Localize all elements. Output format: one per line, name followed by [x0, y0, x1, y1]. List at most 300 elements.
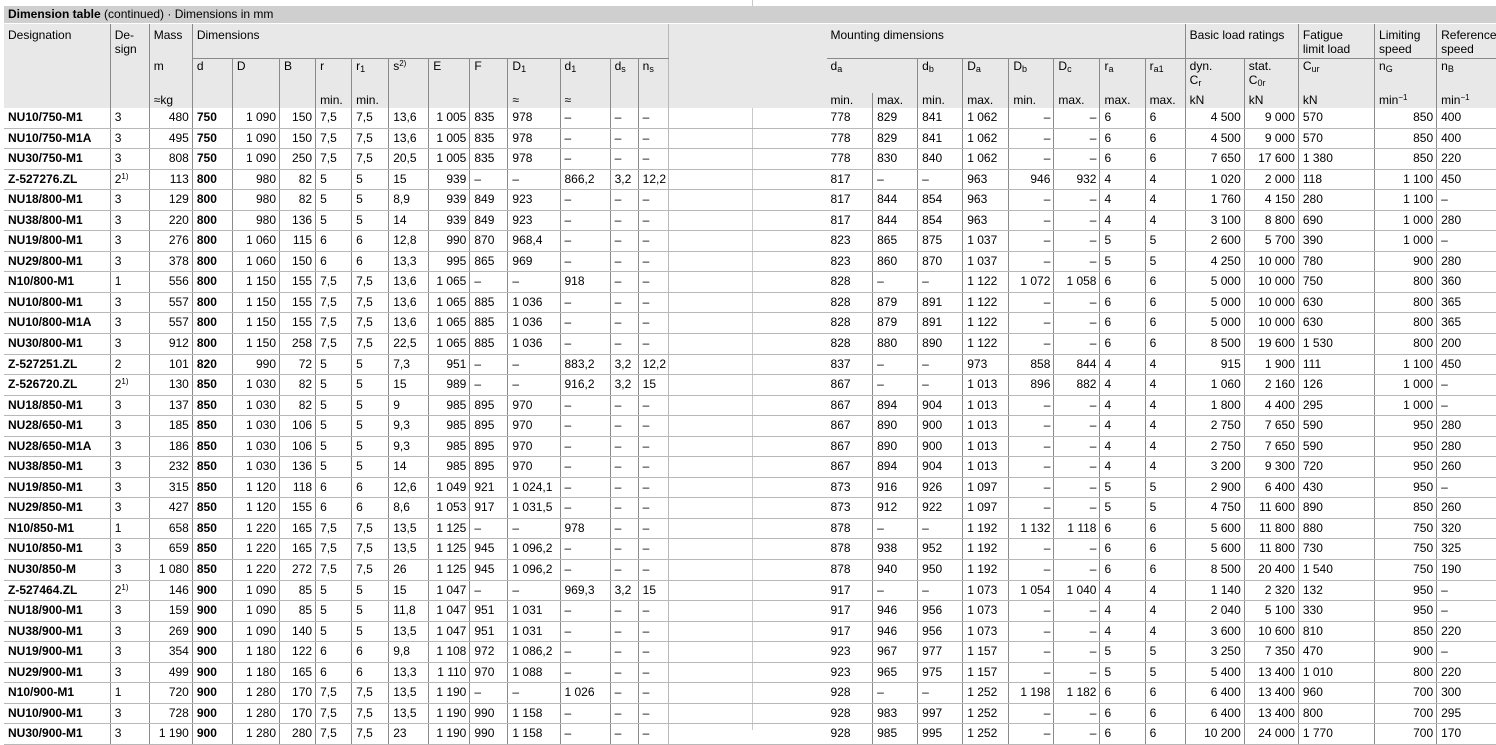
value-cell: 6	[352, 662, 389, 683]
designation-cell: NU28/650-M1	[4, 416, 110, 437]
spacer-cell	[668, 169, 826, 190]
value-cell: 720	[1298, 457, 1374, 478]
design-cell: 1	[110, 272, 149, 293]
value-cell: –	[918, 580, 963, 601]
spacer-cell	[668, 683, 826, 704]
table-row	[4, 724, 1496, 745]
value-cell: 800	[192, 313, 232, 334]
value-cell: 970	[508, 395, 560, 416]
value-cell: 7,5	[352, 334, 389, 355]
value-cell: –	[1009, 149, 1054, 170]
value-cell: 946	[873, 621, 918, 642]
value-cell: 1 120	[232, 498, 279, 519]
value-cell: 6	[352, 642, 389, 663]
value-cell: 956	[918, 621, 963, 642]
value-cell: –	[470, 518, 508, 539]
value-cell: 155	[280, 498, 316, 519]
dimension-table-document	[4, 6, 1496, 745]
value-cell: –	[610, 498, 638, 519]
value-cell: –	[1054, 477, 1100, 498]
value-cell: –	[1054, 231, 1100, 252]
value-cell: 659	[149, 539, 192, 560]
value-cell: 1 030	[232, 436, 279, 457]
spacer-cell	[668, 580, 826, 601]
value-cell: 850	[192, 416, 232, 437]
value-cell: 900	[1375, 251, 1437, 272]
value-cell: 728	[149, 703, 192, 724]
value-cell: 5 400	[1185, 662, 1244, 683]
value-cell: 867	[827, 395, 873, 416]
spacer-cell	[668, 724, 826, 745]
value-cell: 867	[827, 436, 873, 457]
value-cell: 890	[873, 416, 918, 437]
value-cell: –	[638, 601, 668, 622]
value-cell: 300	[1437, 683, 1496, 704]
value-cell: 829	[873, 128, 918, 149]
value-cell: 895	[470, 395, 508, 416]
value-cell: 499	[149, 662, 192, 683]
value-cell: 1 062	[963, 128, 1009, 149]
value-cell: –	[638, 292, 668, 313]
value-cell: –	[1009, 231, 1054, 252]
table-row	[4, 231, 1496, 252]
designation-cell: NU30/900-M1	[4, 724, 110, 745]
value-cell: –	[610, 436, 638, 457]
value-cell: 126	[1298, 375, 1374, 396]
value-cell: 85	[280, 601, 316, 622]
value-cell: –	[873, 354, 918, 375]
value-cell: 900	[192, 662, 232, 683]
value-cell: 150	[280, 128, 316, 149]
table-row	[4, 190, 1496, 211]
value-cell: –	[1437, 477, 1496, 498]
value-cell: 1 090	[232, 621, 279, 642]
spacer-cell	[668, 292, 826, 313]
value-cell: 900	[918, 416, 963, 437]
value-cell: 5	[316, 375, 352, 396]
header-d: d	[192, 59, 232, 94]
value-cell: 828	[827, 313, 873, 334]
value-cell: –	[560, 498, 610, 519]
value-cell: –	[610, 683, 638, 704]
value-cell: 1 013	[963, 375, 1009, 396]
value-cell: 1 252	[963, 683, 1009, 704]
design-cell: 1	[110, 683, 149, 704]
value-cell: 6	[1145, 683, 1185, 704]
value-cell: 980	[232, 210, 279, 231]
value-cell: 132	[1298, 580, 1374, 601]
value-cell: –	[560, 642, 610, 663]
value-cell: 800	[192, 210, 232, 231]
value-cell: 990	[470, 703, 508, 724]
value-cell: –	[610, 621, 638, 642]
unit-rpm: $\min^{-1}$	[1375, 93, 1437, 108]
value-cell: 250	[280, 149, 316, 170]
value-cell: 951	[470, 601, 508, 622]
value-cell: 6	[1100, 724, 1145, 745]
value-cell: 1 190	[429, 724, 470, 745]
value-cell: –	[638, 108, 668, 128]
value-cell: 690	[1298, 210, 1374, 231]
value-cell: 1 060	[1185, 375, 1244, 396]
value-cell: 1 086,2	[508, 642, 560, 663]
value-cell: –	[1054, 210, 1100, 231]
value-cell: –	[508, 683, 560, 704]
value-cell: 1 060	[232, 251, 279, 272]
value-cell: 1 000	[1375, 375, 1437, 396]
value-cell: 1 540	[1298, 560, 1374, 581]
value-cell: 557	[149, 292, 192, 313]
value-cell: –	[1437, 601, 1496, 622]
value-cell: 7,5	[316, 313, 352, 334]
value-cell: 970	[470, 662, 508, 683]
table-row	[4, 436, 1496, 457]
value-cell: –	[1437, 642, 1496, 663]
value-cell: 5 000	[1185, 313, 1244, 334]
value-cell: –	[560, 539, 610, 560]
value-cell: 858	[1009, 354, 1054, 375]
value-cell: 7 650	[1185, 149, 1244, 170]
table-row	[4, 683, 1496, 704]
value-cell: –	[1054, 128, 1100, 149]
value-cell: 10 000	[1244, 313, 1298, 334]
value-cell: 1 100	[1375, 190, 1437, 211]
value-cell: –	[1009, 560, 1054, 581]
value-cell: 1 125	[429, 560, 470, 581]
value-cell: –	[638, 231, 668, 252]
value-cell: 1 010	[1298, 662, 1374, 683]
value-cell: 1 157	[963, 662, 1009, 683]
value-cell: –	[610, 231, 638, 252]
value-cell: 1 058	[1054, 272, 1100, 293]
value-cell: 1 150	[232, 334, 279, 355]
value-cell: 830	[873, 149, 918, 170]
value-cell: –	[638, 334, 668, 355]
value-cell: –	[1054, 416, 1100, 437]
value-cell: 7,5	[316, 560, 352, 581]
value-cell: 945	[470, 560, 508, 581]
value-cell: 4	[1100, 190, 1145, 211]
value-cell: 850	[192, 395, 232, 416]
value-cell: 978	[508, 128, 560, 149]
table-row	[4, 662, 1496, 683]
value-cell: 928	[827, 703, 873, 724]
value-cell: 900	[918, 436, 963, 457]
value-cell: 220	[1437, 621, 1496, 642]
value-cell: 3 100	[1185, 210, 1244, 231]
value-cell: 4	[1145, 621, 1185, 642]
value-cell: 945	[470, 539, 508, 560]
value-cell: 837	[827, 354, 873, 375]
value-cell: –	[638, 251, 668, 272]
table-row	[4, 560, 1496, 581]
value-cell: 470	[1298, 642, 1374, 663]
spacer-cell	[668, 498, 826, 519]
value-cell: –	[1009, 395, 1054, 416]
value-cell: 72	[280, 354, 316, 375]
value-cell: 5	[1100, 231, 1145, 252]
value-cell: 867	[827, 416, 873, 437]
value-cell: 6	[1100, 128, 1145, 149]
value-cell: 6	[352, 231, 389, 252]
value-cell: 2 320	[1244, 580, 1298, 601]
value-cell: 7,5	[352, 518, 389, 539]
value-cell: –	[610, 560, 638, 581]
value-cell: 315	[149, 477, 192, 498]
value-cell: 900	[192, 683, 232, 704]
value-cell: 850	[1375, 149, 1437, 170]
value-cell: 928	[827, 683, 873, 704]
value-cell: 1 047	[429, 601, 470, 622]
value-cell: 917	[827, 601, 873, 622]
value-cell: 4	[1145, 436, 1185, 457]
value-cell: 7,5	[316, 703, 352, 724]
value-cell: 885	[470, 313, 508, 334]
table-row	[4, 210, 1496, 231]
value-cell: 895	[470, 416, 508, 437]
value-cell: –	[1009, 539, 1054, 560]
value-cell: 1 005	[429, 108, 470, 128]
value-cell: 950	[1375, 457, 1437, 478]
value-cell: 8,9	[389, 190, 429, 211]
value-cell: 480	[149, 108, 192, 128]
value-cell: 850	[192, 498, 232, 519]
value-cell: 1 158	[508, 724, 560, 745]
design-cell: 3	[110, 292, 149, 313]
value-cell: –	[1054, 190, 1100, 211]
value-cell: 1 031	[508, 601, 560, 622]
value-cell: –	[1009, 436, 1054, 457]
value-cell: 427	[149, 498, 192, 519]
value-cell: 4 400	[1244, 395, 1298, 416]
value-cell: –	[560, 601, 610, 622]
value-cell: 828	[827, 334, 873, 355]
value-cell: 4	[1100, 601, 1145, 622]
table-title: Dimension table (continued) · Dimensions in mm	[4, 6, 1496, 24]
value-cell: 5	[316, 601, 352, 622]
value-cell: 840	[918, 149, 963, 170]
value-cell: 5 000	[1185, 292, 1244, 313]
value-cell: 7,5	[352, 724, 389, 745]
value-cell: 894	[873, 457, 918, 478]
value-cell: 1 000	[1375, 395, 1437, 416]
value-cell: 9 000	[1244, 128, 1298, 149]
value-cell: 817	[827, 210, 873, 231]
value-cell: 7,5	[352, 560, 389, 581]
value-cell: 170	[280, 683, 316, 704]
value-cell: 730	[1298, 539, 1374, 560]
value-cell: 1 036	[508, 334, 560, 355]
value-cell: 894	[873, 395, 918, 416]
header-d1: $d_1$	[560, 59, 610, 94]
value-cell: 12,2	[638, 354, 668, 375]
value-cell: –	[1009, 334, 1054, 355]
value-cell: 4	[1145, 375, 1185, 396]
value-cell: 5 700	[1244, 231, 1298, 252]
value-cell: 1 097	[963, 477, 1009, 498]
value-cell: 5 600	[1185, 539, 1244, 560]
value-cell: 82	[280, 190, 316, 211]
value-cell: 170	[1437, 724, 1496, 745]
value-cell: 5	[352, 190, 389, 211]
value-cell: 917	[470, 498, 508, 519]
value-cell: 985	[429, 436, 470, 457]
unit-max: max.	[873, 93, 918, 108]
value-cell: 700	[1375, 683, 1437, 704]
value-cell: 8 500	[1185, 334, 1244, 355]
value-cell: 841	[918, 108, 963, 128]
spacer-cell	[668, 621, 826, 642]
spacer-cell	[668, 539, 826, 560]
value-cell: –	[638, 190, 668, 211]
value-cell: 900	[192, 601, 232, 622]
value-cell: 1 192	[963, 518, 1009, 539]
value-cell: 823	[827, 231, 873, 252]
design-cell: 3	[110, 477, 149, 498]
value-cell: 9,8	[389, 642, 429, 663]
value-cell: 890	[918, 334, 963, 355]
design-cell: 2$^{1)}$	[110, 169, 149, 190]
value-cell: –	[1009, 457, 1054, 478]
value-cell: 854	[918, 210, 963, 231]
value-cell: 11 800	[1244, 539, 1298, 560]
value-cell: –	[1009, 477, 1054, 498]
value-cell: 1 192	[963, 560, 1009, 581]
value-cell: –	[1009, 498, 1054, 519]
table-row	[4, 621, 1496, 642]
value-cell: –	[1009, 662, 1054, 683]
value-cell: 828	[827, 272, 873, 293]
value-cell: –	[610, 149, 638, 170]
value-cell: 118	[1298, 169, 1374, 190]
value-cell: 965	[873, 662, 918, 683]
value-cell: 22,5	[389, 334, 429, 355]
value-cell: 896	[1009, 375, 1054, 396]
value-cell: –	[873, 272, 918, 293]
value-cell: 817	[827, 190, 873, 211]
value-cell: 880	[873, 334, 918, 355]
value-cell: –	[1437, 375, 1496, 396]
value-cell: –	[638, 313, 668, 334]
value-cell: 7,5	[352, 272, 389, 293]
value-cell: 1 031	[508, 621, 560, 642]
value-cell: 2 160	[1244, 375, 1298, 396]
value-cell: 985	[429, 416, 470, 437]
value-cell: 7,5	[316, 292, 352, 313]
value-cell: 3,2	[610, 375, 638, 396]
value-cell: 5	[352, 210, 389, 231]
value-cell: –	[560, 210, 610, 231]
header-basic-load-ratings: Basic load ratings	[1185, 24, 1298, 59]
design-cell: 3	[110, 210, 149, 231]
value-cell: 82	[280, 395, 316, 416]
value-cell: –	[560, 251, 610, 272]
value-cell: 5	[316, 436, 352, 457]
value-cell: 9,3	[389, 436, 429, 457]
value-cell: 990	[232, 354, 279, 375]
value-cell: 891	[918, 313, 963, 334]
designation-cell: Z-527464.ZL	[4, 580, 110, 601]
value-cell: 873	[827, 498, 873, 519]
design-cell: 3	[110, 108, 149, 128]
value-cell: 6	[1145, 703, 1185, 724]
table-row	[4, 251, 1496, 272]
value-cell: 844	[873, 210, 918, 231]
table-row	[4, 128, 1496, 149]
value-cell: 280	[1437, 416, 1496, 437]
value-cell: –	[610, 642, 638, 663]
value-cell: 8 500	[1185, 560, 1244, 581]
value-cell: 1 530	[1298, 334, 1374, 355]
value-cell: 165	[280, 518, 316, 539]
table-row	[4, 580, 1496, 601]
design-cell: 3	[110, 642, 149, 663]
value-cell: 220	[149, 210, 192, 231]
value-cell: 4	[1145, 190, 1185, 211]
value-cell: 1 760	[1185, 190, 1244, 211]
value-cell: 900	[192, 580, 232, 601]
value-cell: 5	[316, 395, 352, 416]
value-cell: 430	[1298, 477, 1374, 498]
value-cell: 185	[149, 416, 192, 437]
value-cell: 5	[352, 621, 389, 642]
value-cell: 10 600	[1244, 621, 1298, 642]
value-cell: 915	[1185, 354, 1244, 375]
value-cell: 1 108	[429, 642, 470, 663]
designation-cell: NU18/800-M1	[4, 190, 110, 211]
value-cell: 1 150	[232, 292, 279, 313]
value-cell: 750	[192, 128, 232, 149]
value-cell: 900	[192, 703, 232, 724]
value-cell: 13,6	[389, 292, 429, 313]
value-cell: 1 049	[429, 477, 470, 498]
value-cell: 3 200	[1185, 457, 1244, 478]
value-cell: 951	[470, 621, 508, 642]
value-cell: –	[1009, 601, 1054, 622]
value-cell: –	[470, 375, 508, 396]
value-cell: 5	[1100, 251, 1145, 272]
value-cell: 916	[873, 477, 918, 498]
value-cell: 390	[1298, 231, 1374, 252]
value-cell: 970	[508, 416, 560, 437]
value-cell: –	[1054, 251, 1100, 272]
value-cell: 1 220	[232, 539, 279, 560]
value-cell: 24 000	[1244, 724, 1298, 745]
designation-cell: NU18/850-M1	[4, 395, 110, 416]
value-cell: 7,5	[316, 518, 352, 539]
value-cell: 810	[1298, 621, 1374, 642]
table-row	[4, 334, 1496, 355]
value-cell: 5	[1145, 642, 1185, 663]
value-cell: 200	[1437, 334, 1496, 355]
value-cell: 2 600	[1185, 231, 1244, 252]
value-cell: 6 400	[1185, 703, 1244, 724]
value-cell: 975	[918, 662, 963, 683]
value-cell: 900	[1375, 642, 1437, 663]
value-cell: 895	[470, 457, 508, 478]
value-cell: 4	[1100, 621, 1145, 642]
value-cell: 1 380	[1298, 149, 1374, 170]
value-cell: –	[918, 169, 963, 190]
value-cell: 1 053	[429, 498, 470, 519]
value-cell: –	[1054, 292, 1100, 313]
value-cell: 590	[1298, 416, 1374, 437]
value-cell: –	[638, 683, 668, 704]
designation-cell: NU30/750-M1	[4, 149, 110, 170]
value-cell: 750	[192, 108, 232, 128]
header-D1: $D_1$	[508, 59, 560, 94]
value-cell: 6	[1145, 128, 1185, 149]
